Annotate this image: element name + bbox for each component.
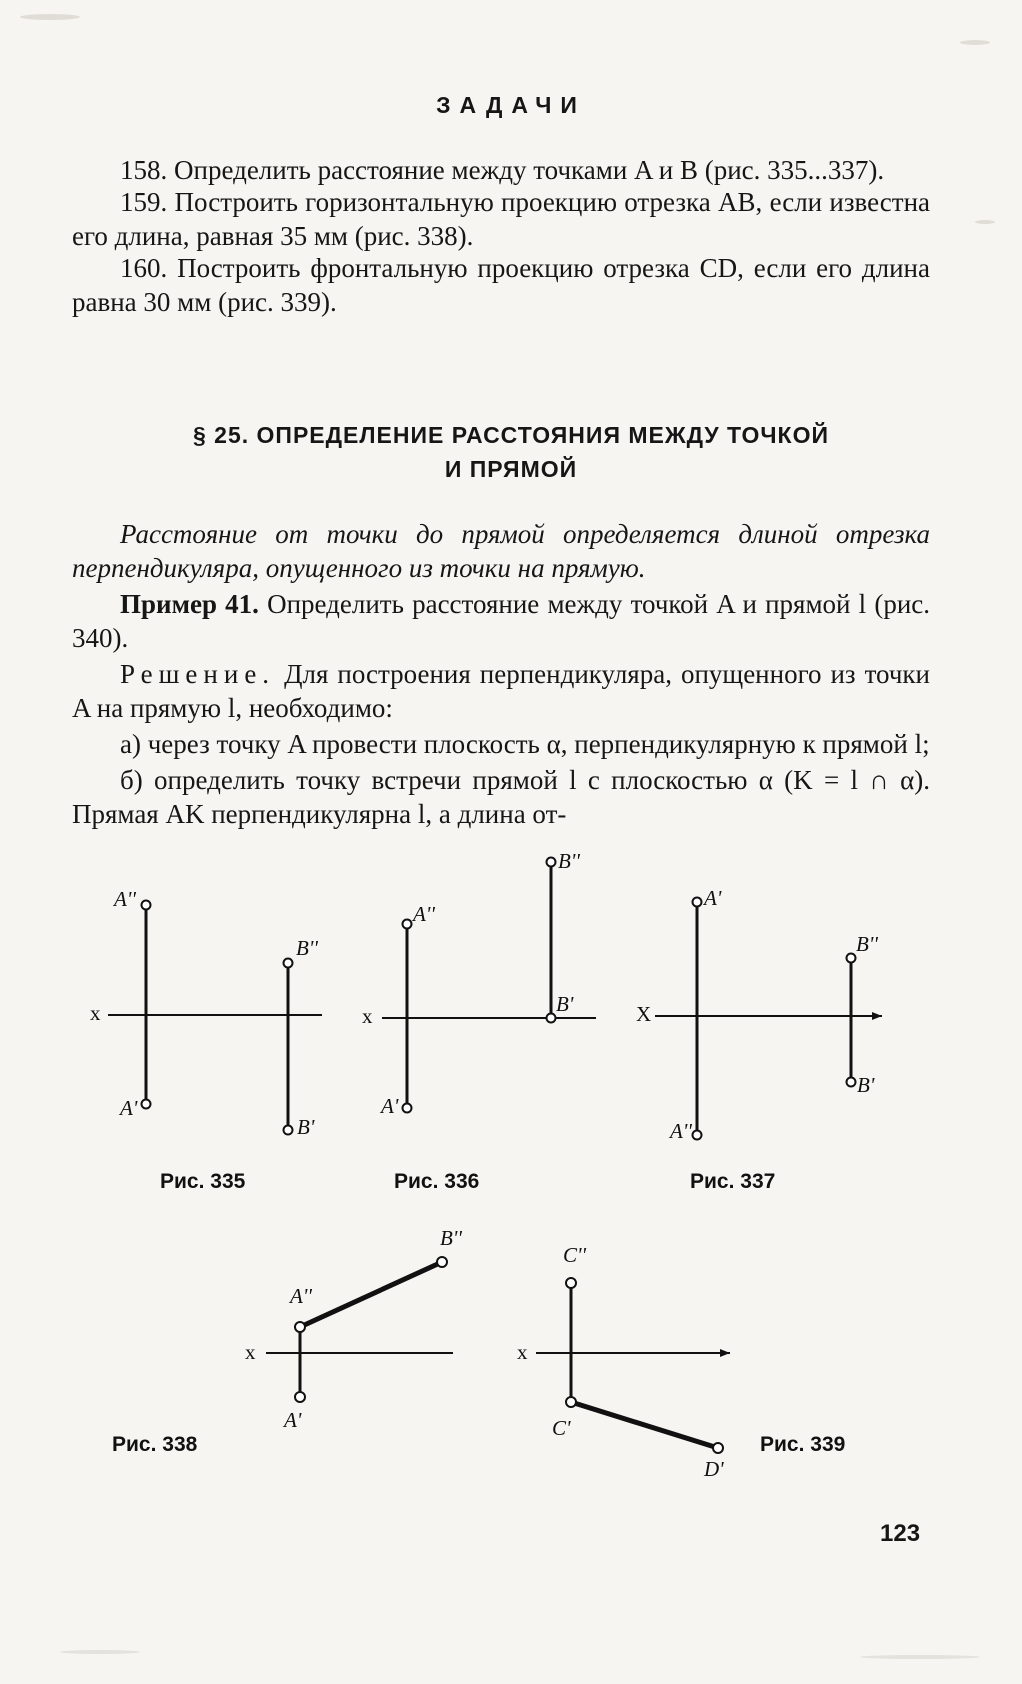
figure-336 [382,858,596,1113]
fig337-label-a2: A'' [670,1119,692,1143]
solution-step-b: б) определить точку встречи прямой l с плоскостью α (K = l ∩ α). Прямая AK перпендикулярна l, а длина от- [72,765,930,829]
problem-159: 159. Построить горизонтальную проекцию отрезка AB, если известна его длина, равная 35 мм (рис. 338). [72,187,931,251]
fig338-caption: Рис. 338 [112,1433,198,1456]
paper-speck [975,220,995,224]
fig335-label-b1: B' [297,1115,315,1139]
fig338-label-b2: B'' [440,1226,462,1250]
solution-step-a: а) через точку A провести плоскость α, перпендикулярную к прямой l; [120,729,930,759]
example-text: Определить расстояние между точкой A и прямой l (рис. 340). [72,589,930,653]
definition: Расстояние от точки до прямой определяется длиной отрезка перпендикуляра, опущенного из точки на прямую. [72,519,930,583]
problem-158: 158. Определить расстояние между точками A и B (рис. 335...337). [120,155,885,185]
fig337-label-a1: A' [704,886,722,910]
figure-338 [266,1257,453,1402]
fig335-label-a2: A'' [114,887,136,911]
fig339-caption: Рис. 339 [760,1433,846,1456]
fig337-label-b1: B' [857,1073,875,1097]
solution-text: Для построения перпендикуляра, опущенного из точки A на прямую l, необходимо: [72,659,930,723]
fig339-axis-label: x [517,1340,528,1364]
fig338-label-a2: A'' [290,1284,312,1308]
fig337-axis-label: X [636,1002,652,1026]
fig338-label-a1: A' [284,1408,302,1432]
fig337-label-b2: B'' [856,932,878,956]
fig335-axis-label: x [90,1001,101,1025]
fig336-caption: Рис. 336 [394,1170,480,1193]
section-title-line2: И ПРЯМОЙ [444,456,578,482]
solution-label: Решение. [120,659,276,689]
fig336-axis-label: x [362,1004,373,1028]
problem-160: 160. Построить фронтальную проекцию отрезка CD, если его длина равна 30 мм (рис. 339). [72,253,930,317]
fig339-label-d1: D' [704,1457,724,1481]
fig336-label-a2: A'' [413,902,435,926]
paper-speck [960,40,990,45]
paper-speck [860,1655,980,1659]
section-label: ЗАДАЧИ [436,92,586,118]
fig336-label-b2: B'' [558,849,580,873]
fig339-label-c1: C' [552,1416,571,1440]
fig335-caption: Рис. 335 [160,1170,246,1193]
fig336-label-a1: A' [381,1094,399,1118]
fig339-label-c2: C'' [563,1243,586,1267]
page-number: 123 [880,1520,921,1547]
paper-speck [20,14,80,20]
figure-337 [655,898,882,1140]
fig335-label-a1: A' [120,1096,138,1120]
section-title-line1: § 25. ОПРЕДЕЛЕНИЕ РАССТОЯНИЯ МЕЖДУ ТОЧКОЙ [192,422,830,448]
paper-speck [60,1650,140,1654]
fig337-caption: Рис. 337 [690,1170,776,1193]
figure-335 [108,901,322,1135]
example-label: Пример 41. [120,589,259,619]
fig338-axis-label: x [245,1340,256,1364]
fig335-label-b2: B'' [296,936,318,960]
fig336-label-b1: B' [556,992,574,1016]
